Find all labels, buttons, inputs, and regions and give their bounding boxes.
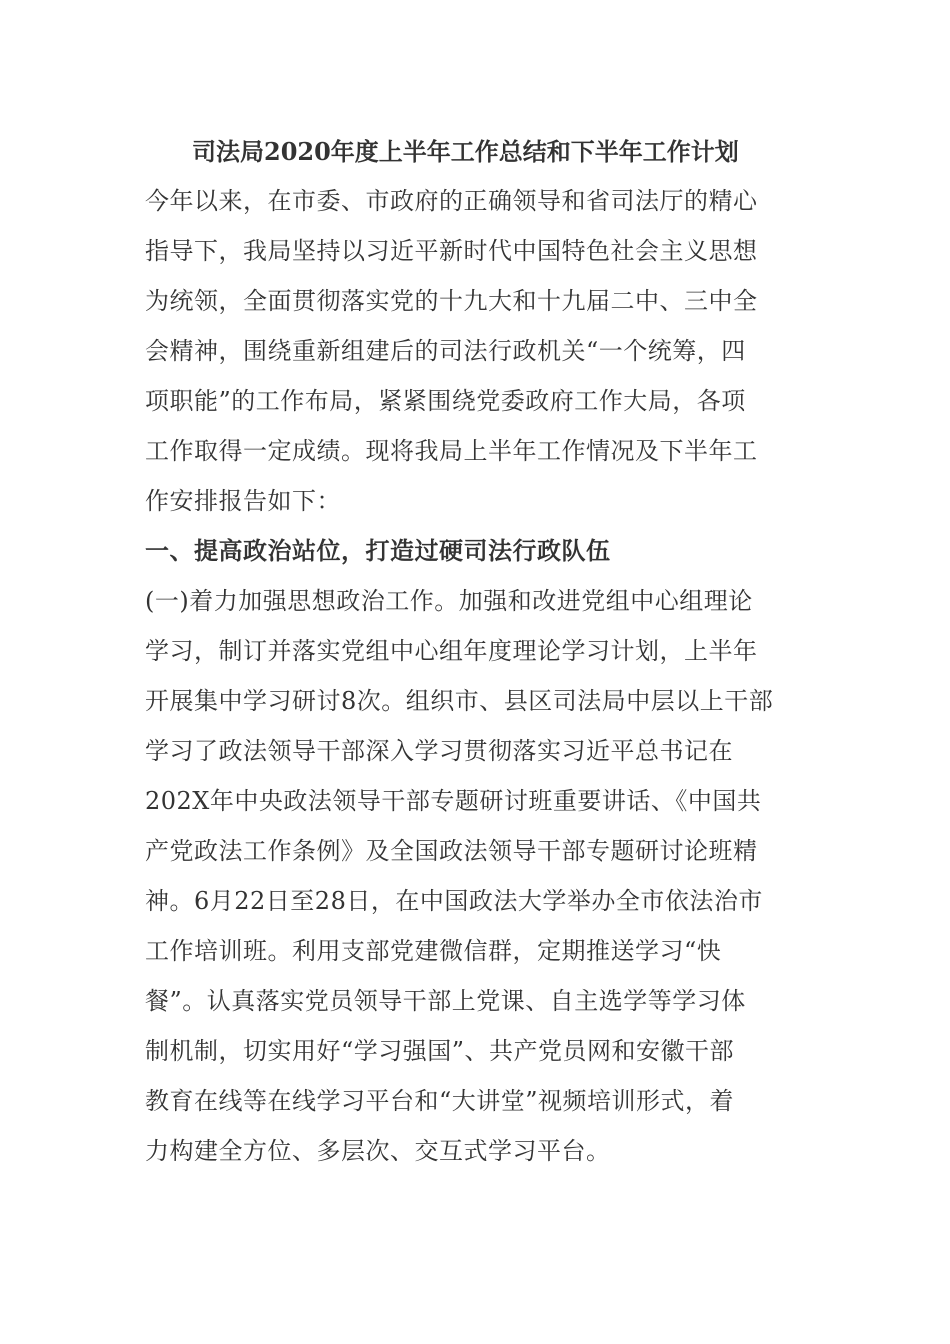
paragraph-line: 指导下，我局坚持以习近平新时代中国特色社会主义思想 <box>145 237 758 265</box>
paragraph-line: 神。6月22日至28日，在中国政法大学举办全市依法治市 <box>145 887 763 915</box>
section-heading: 一、提高政治站位，打造过硬司法行政队伍 <box>145 536 611 565</box>
paragraph-line: 制机制，切实用好“学习强国”、共产党员网和安徽干部 <box>145 1037 735 1065</box>
paragraph-line: 开展集中学习研讨8次。组织市、县区司法局中层以上干部 <box>145 687 774 715</box>
paragraph-line: 工作取得一定成绩。现将我局上半年工作情况及下半年工 <box>145 437 758 465</box>
paragraph-line: 餐”。认真落实党员领导干部上党课、自主选学等学习体 <box>145 987 746 1015</box>
document-title: 司法局2020年度上半年工作总结和下半年工作计划 <box>192 137 739 166</box>
paragraph-line: 产党政法工作条例》及全国政法领导干部专题研讨论班精 <box>145 837 758 865</box>
paragraph-line: 学习了政法领导干部深入学习贯彻落实习近平总书记在 <box>145 737 733 765</box>
paragraph-line: 今年以来，在市委、市政府的正确领导和省司法厅的精心 <box>145 187 758 215</box>
paragraph-line: 会精神，围绕重新组建后的司法行政机关“一个统筹，四 <box>145 337 746 365</box>
document-body <box>145 176 815 1176</box>
paragraph-line: 项职能”的工作布局，紧紧围绕党委政府工作大局，各项 <box>145 387 746 415</box>
paragraph-line: 教育在线等在线学习平台和“大讲堂”视频培训形式，着 <box>145 1087 735 1115</box>
paragraph-line: 为统领，全面贯彻落实党的十九大和十九届二中、三中全 <box>145 287 758 315</box>
paragraph-line: 学习，制订并落实党组中心组年度理论学习计划，上半年 <box>145 637 758 665</box>
paragraph-line: 作安排报告如下： <box>145 487 341 515</box>
paragraph-line: 202X年中央政法领导干部专题研讨班重要讲话、《中国共 <box>145 787 762 815</box>
paragraph-line: 工作培训班。利用支部党建微信群，定期推送学习“快 <box>145 937 722 965</box>
paragraph-line: 力构建全方位、多层次、交互式学习平台。 <box>145 1137 611 1165</box>
paragraph-line: (一)着力加强思想政治工作。加强和改进党组中心组理论 <box>145 587 753 615</box>
